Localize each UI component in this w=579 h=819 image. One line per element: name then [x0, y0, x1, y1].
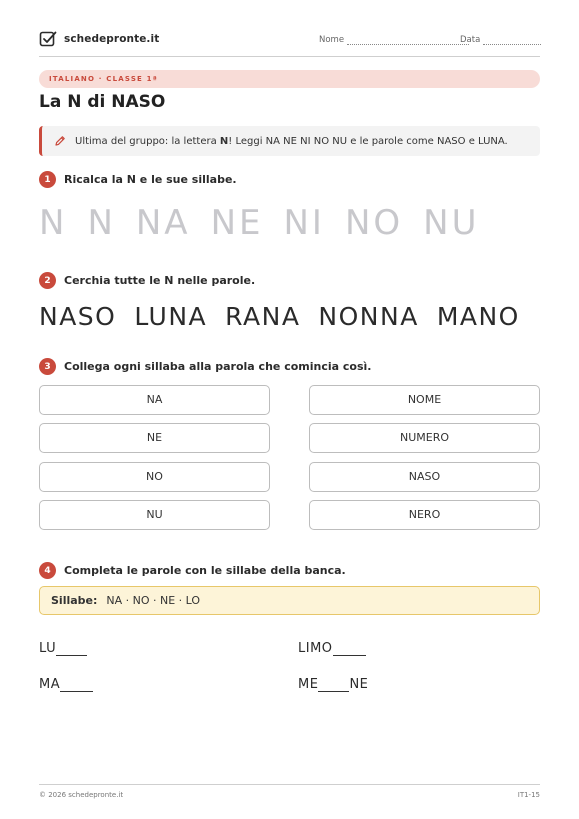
word-row [39, 302, 538, 331]
trace-item: NU [423, 203, 480, 243]
word-item[interactable]: RANA [225, 302, 301, 331]
fill-blank[interactable] [56, 644, 87, 656]
exercise-instruction: Ricalca la N e le sue sillabe. [64, 173, 237, 186]
note-before: Ultima del gruppo: la lettera [75, 135, 220, 147]
bank-items: NA · NO · NE · LO [106, 594, 201, 607]
word-item[interactable]: LUNA [134, 302, 208, 331]
trace-item: NE [210, 203, 264, 243]
fill-word [298, 641, 366, 656]
date-line[interactable] [483, 35, 541, 45]
fill-blank[interactable] [318, 680, 349, 692]
name-label: Nome [319, 35, 345, 45]
fill-word [39, 677, 93, 692]
exercise-instruction: Completa le parole con le sillabe della banca. [64, 564, 346, 577]
trace-row [39, 203, 500, 243]
exercise-4-heading [39, 562, 346, 579]
syllable-box[interactable]: NU [39, 500, 270, 530]
trace-item: N [87, 203, 116, 243]
exercise-number-badge: 4 [39, 562, 56, 579]
fill-prefix: ME [298, 677, 319, 692]
exercise-instruction: Cerchia tutte le N nelle parole. [64, 274, 256, 287]
footer-code: IT1-15 [517, 791, 540, 799]
fill-word [298, 677, 368, 692]
word-item[interactable]: NASO [39, 302, 117, 331]
worksheet-page [39, 0, 540, 819]
name-field[interactable] [319, 35, 469, 45]
note-after: ! Leggi NA NE NI NO NU e le parole come NASO e LUNA. [228, 135, 508, 147]
page-footer [39, 784, 540, 799]
word-box[interactable]: NERO [309, 500, 540, 530]
date-label: Data [460, 35, 481, 45]
pencil-icon [54, 135, 66, 147]
page-title: La N di NASO [39, 92, 166, 112]
note-text [75, 136, 508, 147]
exercise-number-badge: 1 [39, 171, 56, 188]
exercise-2-heading [39, 272, 255, 289]
fill-suffix: NE [349, 677, 369, 692]
checkbox-logo-icon [39, 30, 57, 48]
syllable-bank [39, 586, 540, 615]
syllable-box[interactable]: NA [39, 385, 270, 415]
exercise-1-heading [39, 171, 237, 188]
syllable-box[interactable]: NE [39, 423, 270, 453]
syllable-box[interactable]: NO [39, 462, 270, 492]
word-item[interactable]: NONNA [318, 302, 419, 331]
fill-prefix: MA [39, 677, 61, 692]
exercise-instruction: Collega ogni sillaba alla parola che comincia così. [64, 360, 372, 373]
trace-item: NO [344, 203, 404, 243]
bank-label: Sillabe: [51, 594, 98, 607]
word-box[interactable]: NOME [309, 385, 540, 415]
date-field[interactable] [460, 35, 541, 45]
trace-item: NA [135, 203, 191, 243]
trace-item: NI [283, 203, 325, 243]
subject-banner: ITALIANO · CLASSE 1ª [39, 70, 540, 88]
logo-text: schedepronte.it [64, 33, 160, 45]
page-header [39, 30, 540, 57]
trace-item: N [39, 203, 68, 243]
instruction-note [39, 126, 540, 156]
exercise-number-badge: 2 [39, 272, 56, 289]
fill-blank[interactable] [60, 680, 93, 692]
fill-blank[interactable] [333, 644, 366, 656]
fill-word [39, 641, 87, 656]
fill-prefix: LIMO [298, 641, 333, 656]
fill-prefix: LU [39, 641, 57, 656]
word-item[interactable]: MANO [436, 302, 520, 331]
footer-copyright: © 2026 schedepronte.it [39, 791, 124, 799]
name-line[interactable] [347, 35, 469, 45]
word-box[interactable]: NASO [309, 462, 540, 492]
word-box[interactable]: NUMERO [309, 423, 540, 453]
exercise-3-heading [39, 358, 371, 375]
exercise-number-badge: 3 [39, 358, 56, 375]
logo [39, 30, 159, 48]
note-bold-letter: N [219, 135, 229, 147]
